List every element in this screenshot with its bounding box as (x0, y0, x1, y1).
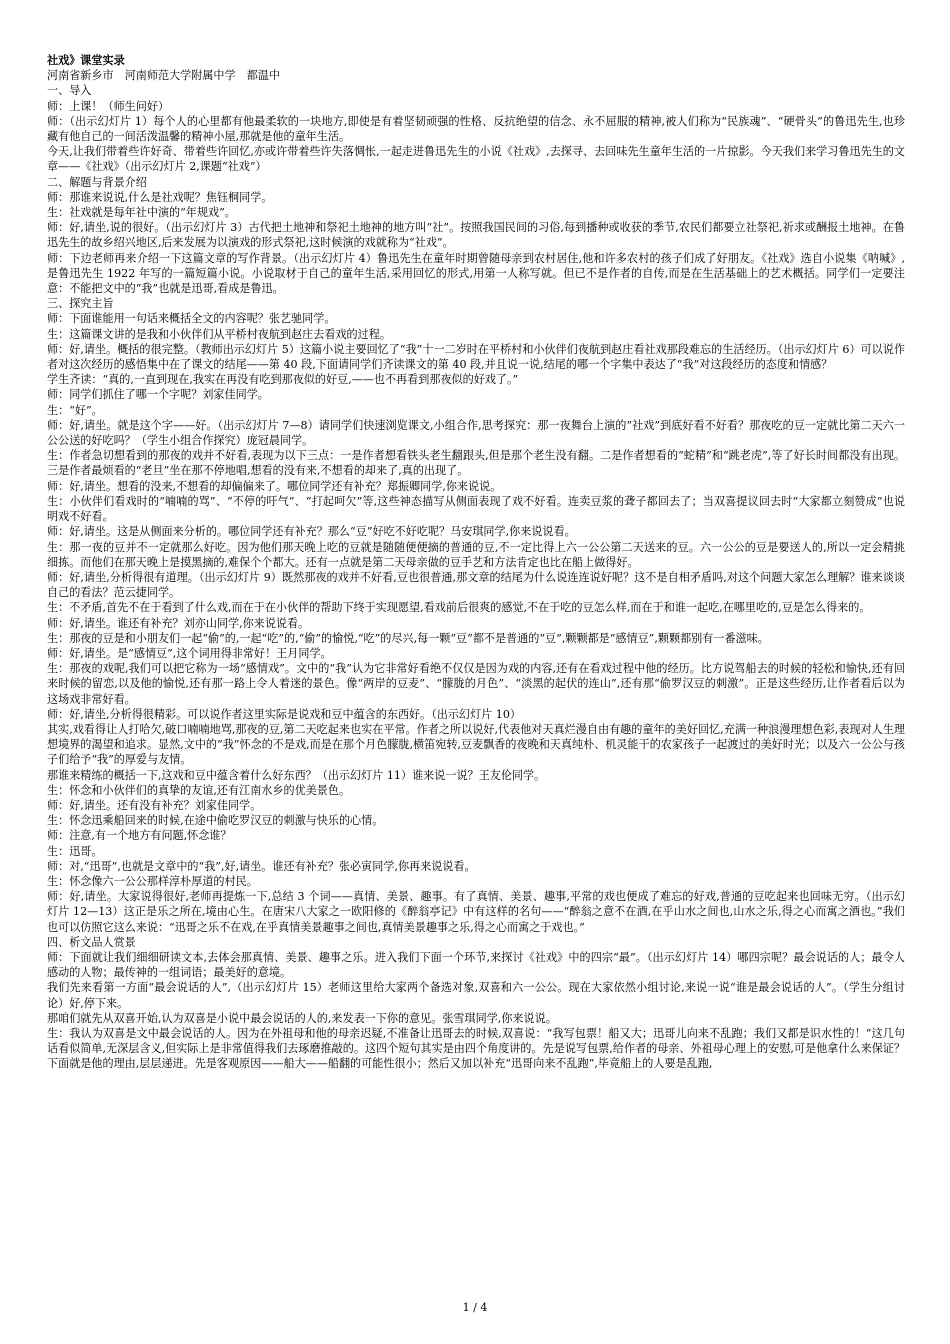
paragraph: 生：社戏就是每年社中演的“年规戏”。 (47, 206, 236, 220)
paragraph: 生：小伙伴们看戏时的“喃喃的骂”、“不停的吁气”、“打起呵欠”等,这些神态描写从侧面表现了戏不好看。连卖豆浆的聋子都回去了；当双喜提议回去时“大家都立刻赞成”也说明戏不好看。 (47, 494, 905, 524)
paragraph: 师：（出示幻灯片 1）每个人的心里都有他最柔软的一块地方,即使是有着坚韧顽强的性格、反抗绝望的信念、永不屈服的精神,被人们称为“民族魂”、“硬骨头”的鲁迅先生,也珍藏有他自己的一间活泼温馨的精神小屋,那就是他的童年生活。 (47, 114, 905, 144)
paragraph: 师：好,请坐,分析得很精彩。可以说作者这里实际是说戏和豆中蕴含的东西好。（出示幻灯片 10） (47, 707, 521, 721)
paragraph: 师：那谁来说说,什么是社戏呢？焦钰桐同学。 (47, 190, 273, 204)
paragraph: 师：好,请坐。就是这个字——好。（出示幻灯片 7—8）请同学们快速浏览课文,小组合作,思考探究：那一夜舞台上演的“社戏”到底好看不好看？那夜吃的豆一定就比第二天六一公公送的好吃吗？（学生小组合作探究）庞冠晨同学。 (47, 418, 905, 448)
paragraph: 我们先来看第一方面“最会说话的人”,（出示幻灯片 15）老师这里给大家两个备选对象,双喜和六一公公。现在大家依然小组讨论,来说一说“谁是最会说话的人”。（学生分组讨论）好,停下来。 (47, 981, 905, 1010)
paragraph: 师：好,请坐。是“感情豆”,这个词用得非常好！王月同学。 (47, 646, 332, 660)
paragraph: 生：“好”。 (47, 403, 103, 417)
paragraph: 生：迅哥。 (47, 844, 103, 858)
paragraph: 师：下面就让我们细细研读文本,去体会那真情、美景、趣事之乐。进入我们下面一个环节,来探讨《社戏》中的四宗“最”。（出示幻灯片 14）哪四宗呢？最会说话的人；最令人感动的人物；最传神的一组词语；最美好的意境。 (47, 950, 905, 980)
paragraph: 生：作者急切想看到的那夜的戏并不好看,表现为以下三点：一是作者想看铁头老生翻跟头,但是那个老生没有翻。二是作者想看的“蛇精”和“跳老虎”,等了好长时间都没有出现。三是作者最烦看的“老旦”坐在那不停地唱,想看的没有来,不想看的却来了,真的出现了。 (47, 449, 905, 478)
paragraph: 二、解题与背景介绍 (47, 175, 147, 189)
paragraph: 师：好,请坐,说的很好。（出示幻灯片 3）古代把土地神和祭祀土地神的地方叫“社”。按照我国民间的习俗,每到播种或收获的季节,农民们都要立社祭祀,祈求或酬报土地神。在鲁迅先生的故乡绍兴地区,后来发展为以演戏的形式祭祀,这时候演的戏就称为“社戏”。 (47, 221, 905, 250)
paragraph: 师：同学们抓住了哪一个字呢？刘家佳同学。 (47, 388, 269, 402)
paragraph: 那谁来精练的概括一下,这戏和豆中蕴含着什么好东西？（出示幻灯片 11）谁来说一说？王友伦同学。 (47, 768, 546, 782)
paragraph: 生：那夜的戏呢,我们可以把它称为一场“感情戏”。文中的“我”认为它非常好看绝不仅仅是因为戏的内容,还有在看戏过程中他的经历。比方说驾船去的时候的轻松和愉快,还有回来时候的留恋,以及他的愉悦,还有那一路上令人着迷的景色。像“两岸的豆麦”、“朦胧的月色”、“淡黑的起伏的连山”,还有那“偷罗汉豆的刺激”。正是这些经历,让作者看后以为这场戏非常好看。 (47, 662, 905, 706)
paragraph: 生：这篇课文讲的是我和小伙伴们从平桥村夜航到赵庄去看戏的过程。 (47, 327, 391, 341)
paragraph: 师：好,请坐。想看的没来,不想看的却偏偏来了。哪位同学还有补充？郑振卿同学,你来说说。 (47, 479, 502, 493)
paragraph: 学生齐读：“真的,一直到现在,我实在再没有吃到那夜似的好豆,——也不再看到那夜似的好戏了。” (47, 373, 519, 387)
paragraph: 今天,让我们带着些许好奇、带着些许回忆,亦或许带着些许失落惆怅,一起走进鲁迅先生的小说《社戏》,去探寻、去回味先生童年生活的一片掠影。今天我们来学习鲁迅先生的文章——《社戏》（出示幻灯片 2,课题“社戏”） (47, 145, 905, 174)
paragraph: 师：好,请坐,分析得很有道理。（出示幻灯片 9）既然那夜的戏并不好看,豆也很普通,那文章的结尾为什么说连连说好呢？这不是自相矛盾吗,对这个问题大家怎么理解？谁来谈谈自己的看法？范云捷同学。 (47, 570, 905, 600)
paragraph: 一、导入 (47, 84, 92, 98)
paragraph: 师：下面谁能用一句话来概括全文的内容呢？张艺驰同学。 (47, 312, 336, 326)
paragraph: 生：那夜的豆是和小朋友们一起“偷”的,一起“吃”的,“偷”的愉悦,“吃”的尽兴,每一颗“豆”都不是普通的“豆”,颗颗都是“感情豆”,颗颗都别有一番滋味。 (47, 631, 769, 645)
paragraph: 师：好,请坐。谁还有补充？刘亦山同学,你来说说看。 (47, 616, 310, 630)
paragraph: 生：那一夜的豆并不一定就那么好吃。因为他们那天晚上吃的豆就是随随便便摘的普通的豆,不一定比得上六一公公第二天送来的豆。六一公公的豆是要送人的,所以一定会精挑细拣。而他们在那天晚上是摸黑摘的,难保个个都大。还有一点就是第二天母亲做的豆手艺和方法肯定也比在船上做得好。 (47, 540, 905, 569)
paragraph: 师：注意,有一个地方有问题,怀念谁？ (47, 829, 232, 843)
paragraph: 生：怀念和小伙伴们的真挚的友谊,还有江南水乡的优美景色。 (47, 783, 351, 797)
document-body (47, 53, 905, 1072)
paragraph: 三、探究主旨 (47, 297, 114, 311)
document-title: 社戏》课堂实录 (47, 54, 125, 67)
paragraph: 师：好,请坐。大家说得很好,老师再提炼一下,总结 3 个词——真情、美景、趣事。有了真情、美景、趣事,平常的戏也便成了难忘的好戏,普通的豆吃起来也回味无穷。（出示幻灯片 12—13）这正是乐之所在,境由心生。在唐宋八大家之一欧阳修的《醉翁亭记》中有这样的名句——“醉翁之意不在酒,在乎山水之间也,山水之乐,得之心而寓之酒也。”我们也可以仿照它这么来说：“迅哥之乐不在戏,在乎真情美景趣事之间也,真情美景趣事之乐,得之心而寓之于戏也。” (47, 890, 905, 934)
paragraph: 生：怀念迅乘船回来的时候,在途中偷吃罗汉豆的刺激与快乐的心情。 (47, 814, 384, 828)
author-line: 河南省新乡市 河南师范大学附属中学 都温中 (47, 69, 280, 83)
paragraph: 那咱们就先从双喜开始,认为双喜是小说中最会说话的人的,来发表一下你的意见。张雪琪同学,你来说说。 (47, 1011, 557, 1025)
paragraph: 师：好,请坐。还有没有补充？刘家佳同学。 (47, 798, 262, 812)
paragraph: 师：好,请坐。概括的很完整。（教师出示幻灯片 5）这篇小说主要回忆了“我”十一二岁时在平桥村和小伙伴们夜航到赵庄看社戏那段难忘的生活经历。（出示幻灯片 6）可以说作者对这次经历的感悟集中在了课文的结尾——第 40 段,下面请同学们齐读课文的第 40 段,并且说一说,结尾的哪一个字集中表达了“我”对这段经历的态度和情感？ (47, 342, 905, 372)
paragraph: 其实,戏看得让人打哈欠,破口喃喃地骂,那夜的豆,第二天吃起来也实在平常。作者之所以说好,代表他对天真烂漫自由有趣的童年的美好回忆,充满一种浪漫理想色彩,表现对人生理想境界的渴望和追求。显然,文中的“我”怀念的不是戏,而是在那个月色朦胧,横笛宛转,豆麦飘香的夜晚和天真纯朴、机灵能干的农家孩子一起渡过的美好时光；以及六一公公与孩子们给予“我”的厚爱与友情。 (47, 722, 905, 767)
paragraph: 四、析文品人赏景 (47, 935, 136, 949)
page-number: 1 / 4 (462, 1301, 488, 1314)
paragraph: 师：下边老师再来介绍一下这篇文章的写作背景。（出示幻灯片 4）鲁迅先生在童年时期曾随母亲到农村居住,他和许多农村的孩子们成了好朋友。《社戏》选自小说集《呐喊》,是鲁迅先生 1922 年写的一篇短篇小说。小说取材于自己的童年生活,采用回忆的形式,用第一人称写就。但已不是作者的自传,而是在生活基础上的艺术概括。同学们一定要注意：不能把文中的“我”也就是迅哥,看成是鲁迅。 (47, 251, 905, 296)
paragraph: 生：怀念像六一公公那样淳朴厚道的村民。 (47, 874, 258, 888)
paragraph: 师：好,请坐。这是从侧面来分析的。哪位同学还有补充？那么“豆”好吃不好吃呢？马安琪同学,你来说说看。 (47, 525, 576, 539)
paragraph: 生：我认为双喜是文中最会说话的人。因为在外祖母和他的母亲迟疑,不准备让迅哥去的时候,双喜说：“我写包票！船又大；迅哥儿向来不乱跑；我们又都是识水性的！”这几句话看似简单,无深层含义,但实际上是非常值得我们去琢磨推敲的。这四个短句其实是由四个角度讲的。先是说写包票,给作者的母亲、外祖母心理上的安慰,可是他拿什么来保证？下面就是他的理由,层层递进。先是客观原因——船大——船翻的可能性很小；然后又加以补充“迅哥向来不乱跑”,毕竟船上的人要是乱跑, (47, 1027, 905, 1071)
paragraph: 生：不矛盾,首先不在于看到了什么戏,而在于在小伙伴的帮助下终于实现愿望,看戏前后很爽的感觉,不在于吃的豆怎么样,而在于和谁一起吃,在哪里吃的,豆是怎么得来的。 (47, 601, 871, 615)
paragraph: 师：对,“迅哥”,也就是文章中的“我”,好,请坐。谁还有补充？张必寅同学,你再来说说看。 (47, 859, 476, 873)
paragraph: 师：上课！（师生问好） (47, 99, 170, 113)
paragraph-list (47, 83, 905, 1071)
